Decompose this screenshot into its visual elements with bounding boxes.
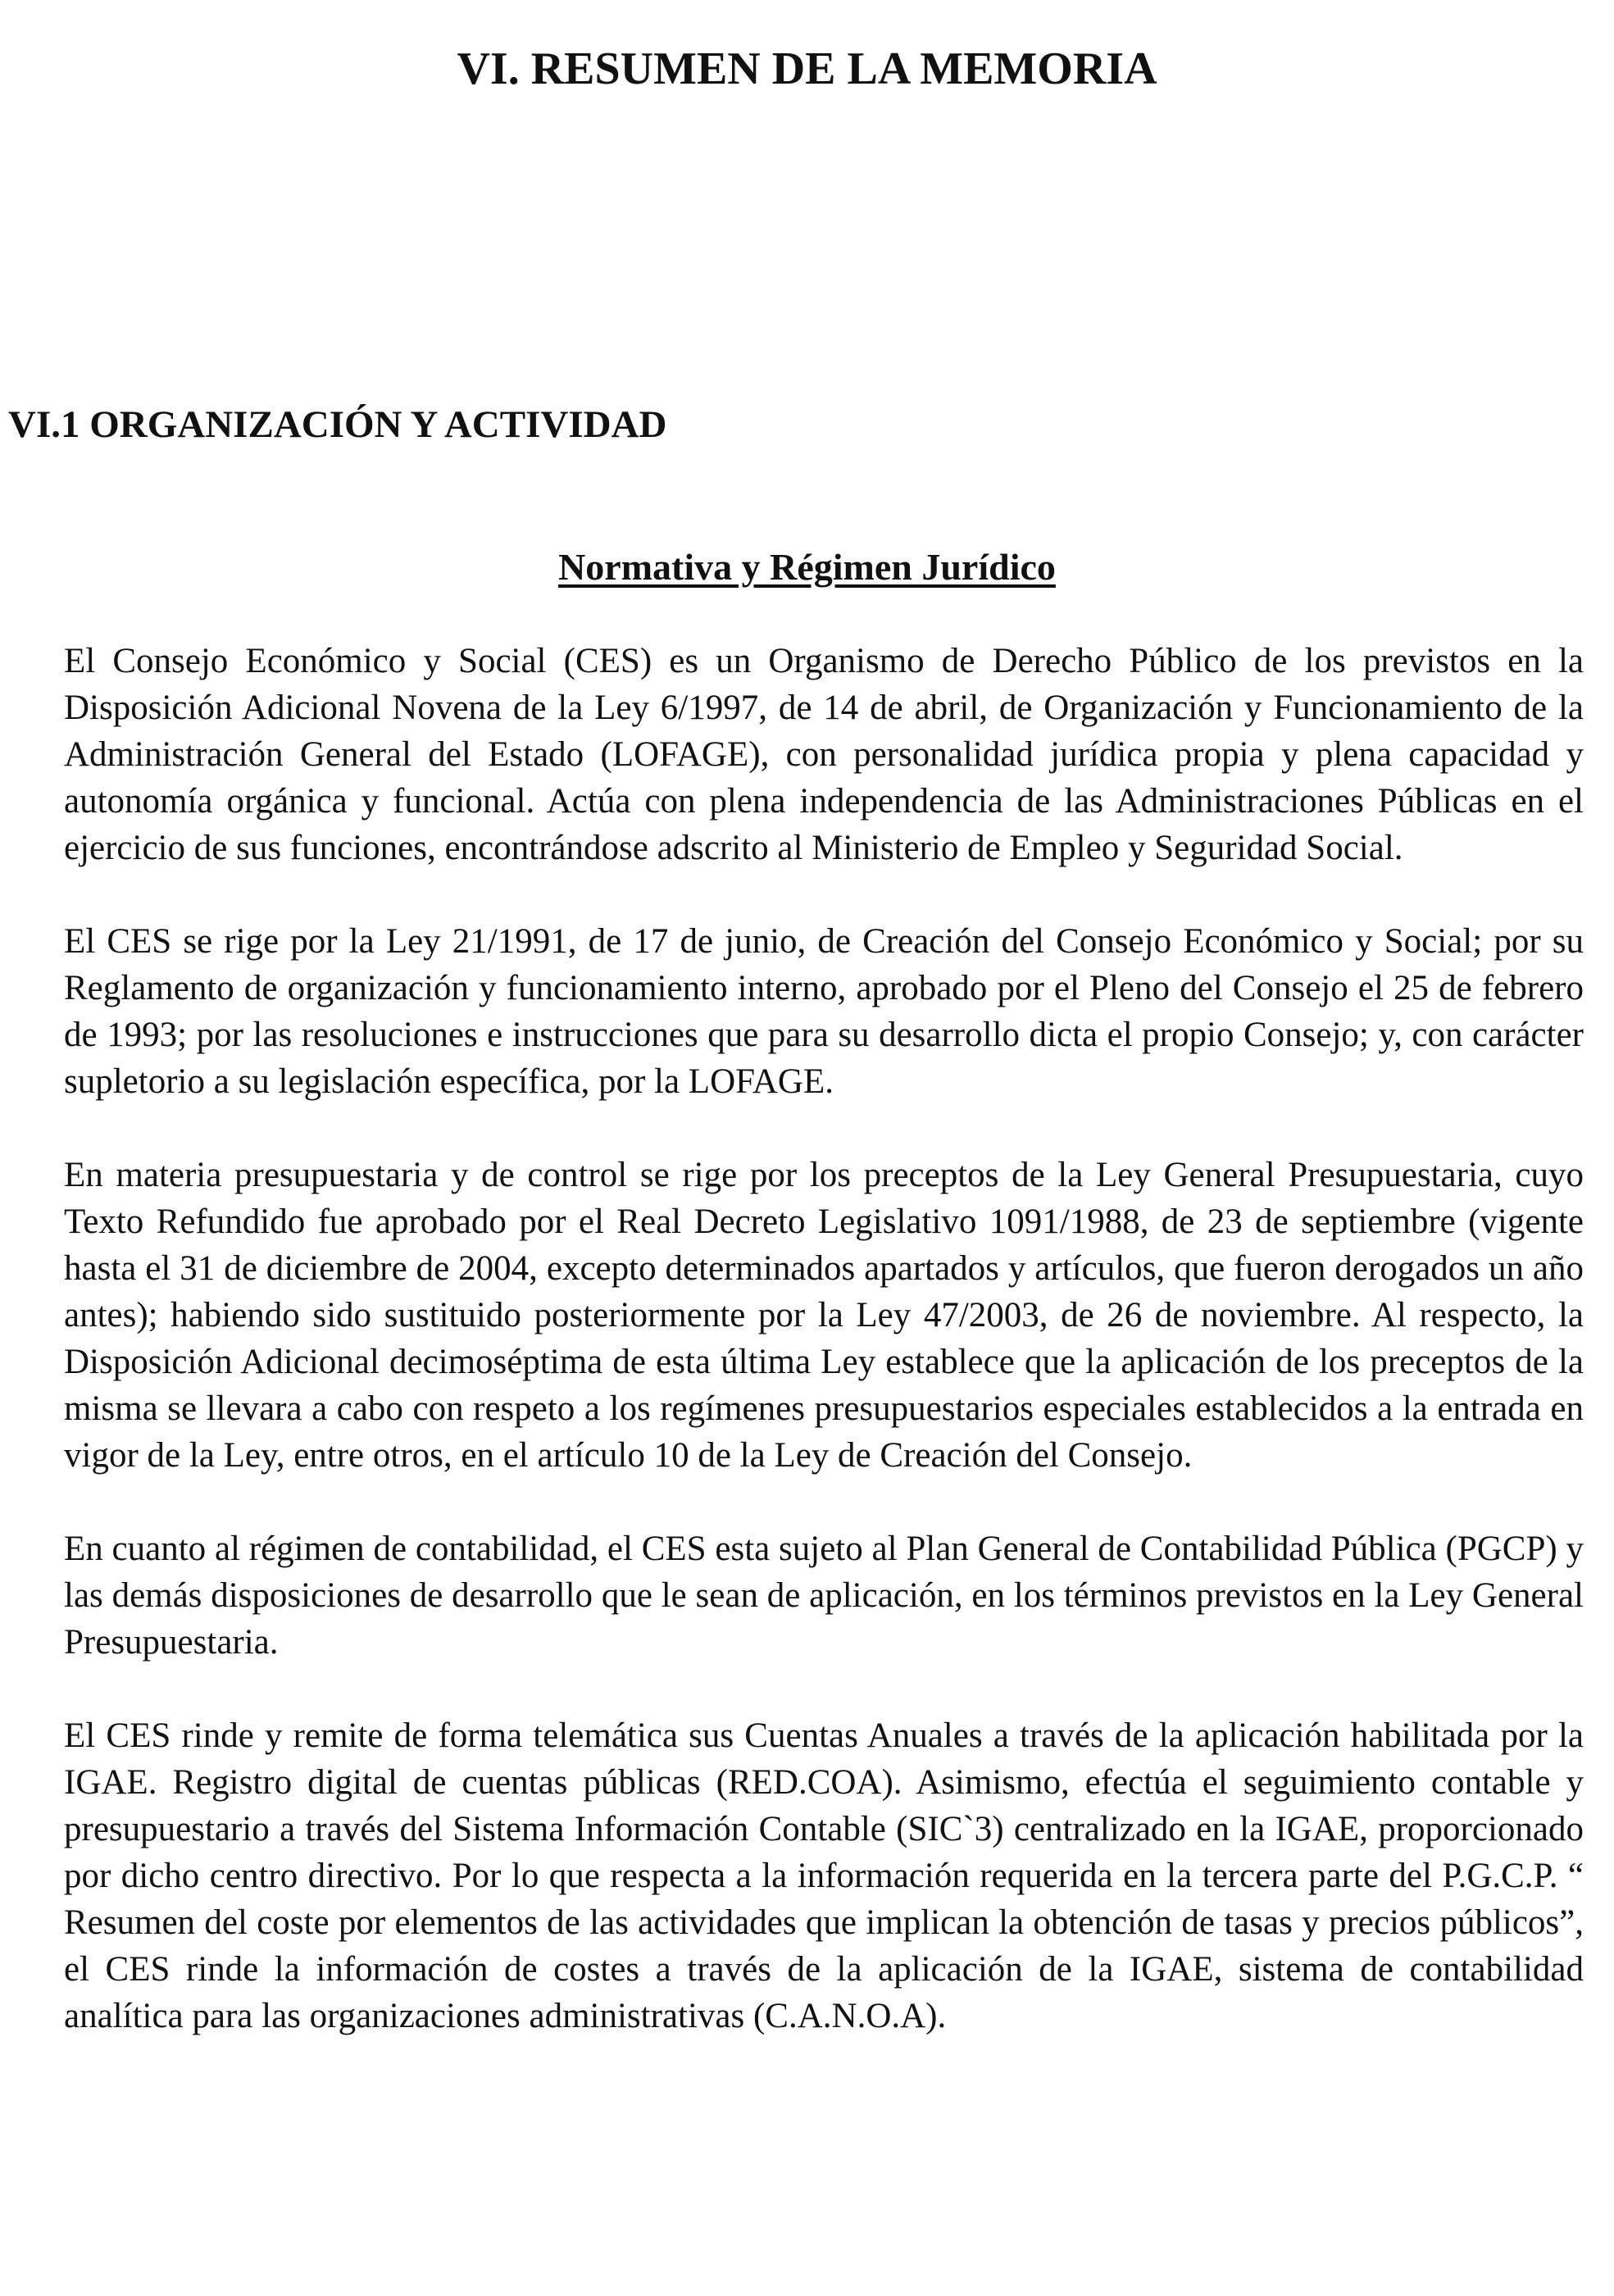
paragraph: En cuanto al régimen de contabilidad, el CES esta sujeto al Plan General de Contabilidad Pública (PGCP) y las demás disposiciones de desarrollo que le sean de aplicación, en los términos previstos en la Ley General Presupuestaria. [64, 1530, 1584, 1662]
document-title: VI. RESUMEN DE LA MEMORIA [457, 43, 1157, 94]
paragraph: El Consejo Económico y Social (CES) es un Organismo de Derecho Público de los previstos en la Disposición Adicional Novena de la Ley 6/1997, de 14 de abril, de Organización y Funcionamiento de la Administración General del Estado (LOFAGE), con personalidad jurídica propia y plena capacidad y autonomía orgánica y funcional. Actúa con plena independencia de las Administraciones Públicas en el ejercicio de sus funciones, encontrándose adscrito al Ministerio de Empleo y Seguridad Social. [64, 642, 1584, 867]
section-heading: VI.1 ORGANIZACIÓN Y ACTIVIDAD [8, 403, 667, 446]
paragraph: En materia presupuestaria y de control se rige por los preceptos de la Ley General Presupuestaria, cuyo Texto Refundido fue aprobado por el Real Decreto Legislativo 1091/1988, de 23 de septiembre (vigente hasta el 31 de diciembre de 2004, excepto determinados apartados y artículos, que fueron derogados un año antes); habiendo sido sustituido posteriormente por la Ley 47/2003, de 26 de noviembre. Al respecto, la Disposición Adicional decimoséptima de esta última Ley establece que la aplicación de los preceptos de la misma se llevara a cabo con respeto a los regímenes presupuestarios especiales establecidos a la entrada en vigor de la Ley, entre otros, en el artículo 10 de la Ley de Creación del Consejo. [64, 1156, 1584, 1475]
paragraph: El CES rinde y remite de forma telemática sus Cuentas Anuales a través de la aplicación habilitada por la IGAE. Registro digital de cuentas públicas (RED.COA). Asimismo, efectúa el seguimiento contable y presupuestario a través del Sistema Información Contable (SIC`3) centralizado en la IGAE, proporcionado por dicho centro directivo. Por lo que respecta a la información requerida en la tercera parte del P.G.C.P. “ Resumen del coste por elementos de las actividades que implican la obtención de tasas y precios públicos”, el CES rinde la información de costes a través de la aplicación de la IGAE, sistema de contabilidad analítica para las organizaciones administrativas (C.A.N.O.A). [64, 1716, 1584, 2035]
paragraph: El CES se rige por la Ley 21/1991, de 17 de junio, de Creación del Consejo Económico y Social; por su Reglamento de organización y funcionamiento interno, aprobado por el Pleno del Consejo el 25 de febrero de 1993; por las resoluciones e instrucciones que para su desarrollo dicta el propio Consejo; y, con carácter supletorio a su legislación específica, por la LOFAGE. [64, 922, 1584, 1101]
subheading: Normativa y Régimen Jurídico [558, 546, 1056, 588]
body-text [64, 638, 1584, 2086]
